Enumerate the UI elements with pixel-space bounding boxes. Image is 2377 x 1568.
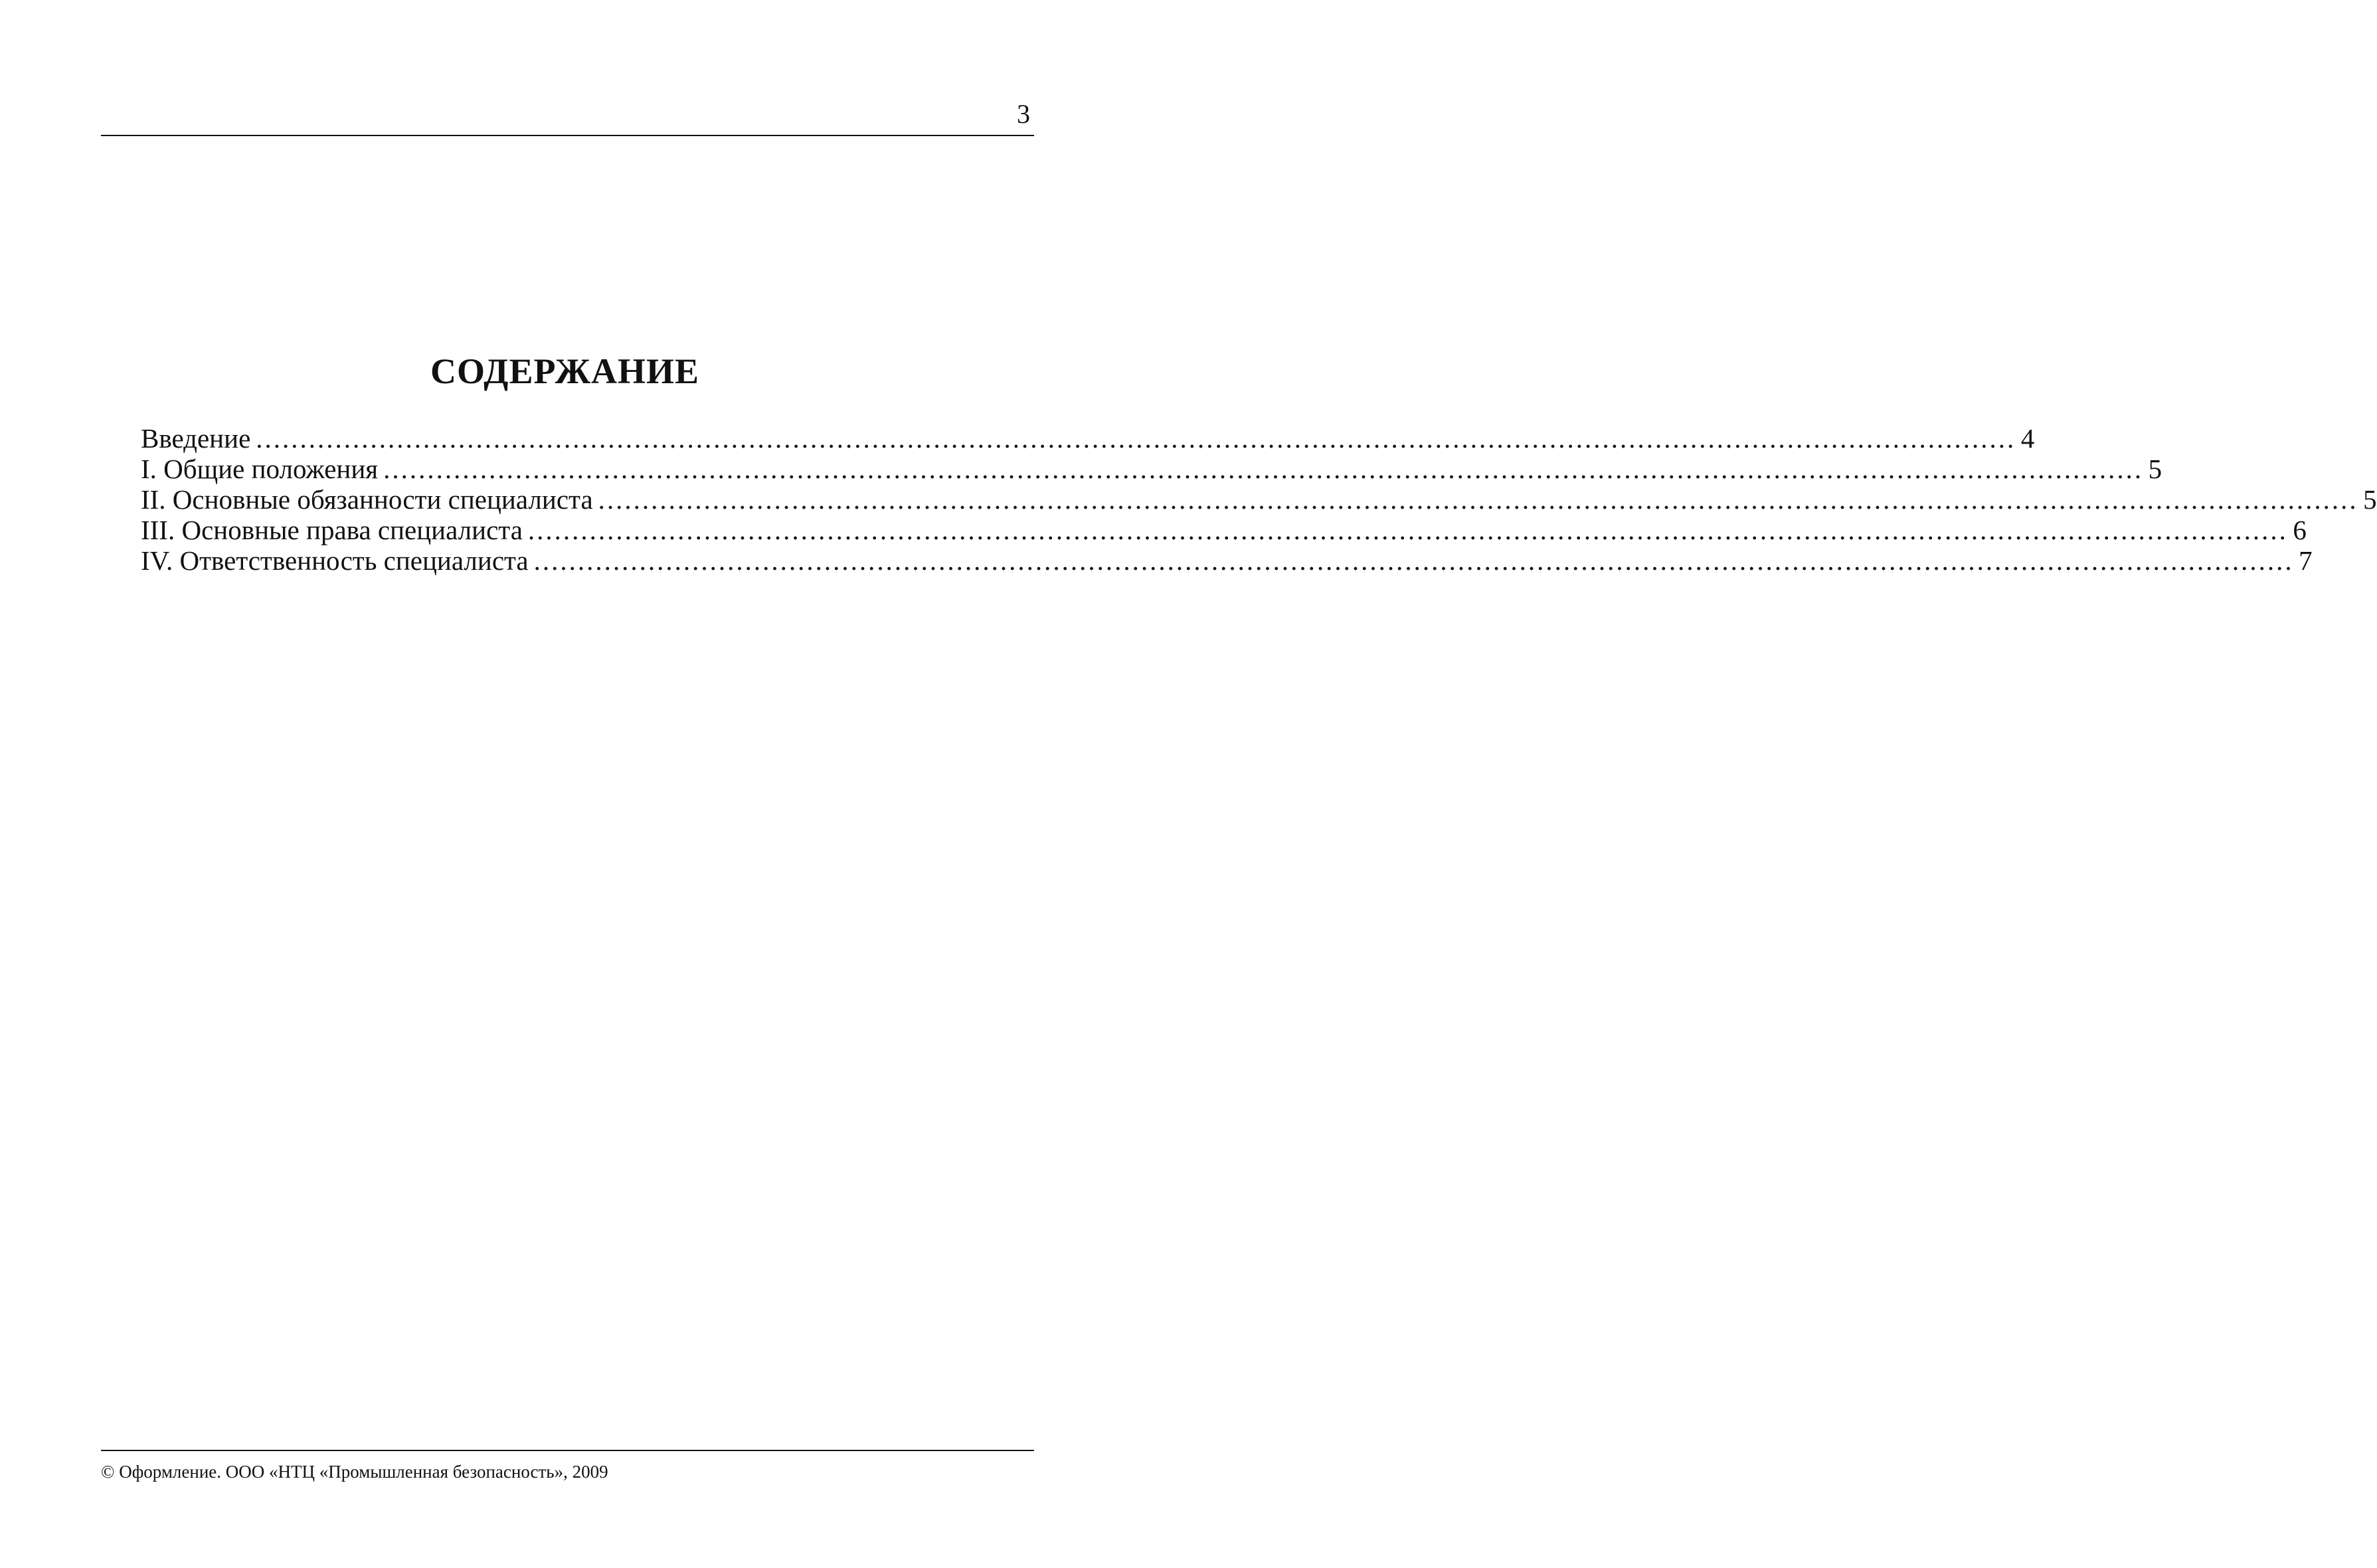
- toc-entry-label: III. Основные права специалиста: [141, 515, 523, 545]
- page-number: 3: [1017, 99, 1030, 129]
- toc-entry-duties[interactable]: [141, 484, 2377, 515]
- toc-entry-general-provisions[interactable]: [141, 454, 2162, 484]
- toc-entry-label: I. Общие положения: [141, 454, 379, 484]
- toc-entry-page: 5: [2148, 454, 2162, 484]
- toc-dot-leader: ........................................................................................................................................................................................................: [533, 545, 2294, 576]
- footer-rule: [101, 1450, 1034, 1451]
- toc-dot-leader: ........................................................................................................................................................................................................: [256, 423, 2016, 454]
- toc-entry-rights[interactable]: [141, 515, 2307, 545]
- toc-entry-page: 5: [2363, 484, 2377, 515]
- header-rule: [101, 135, 1034, 136]
- table-of-contents: [141, 423, 2377, 576]
- copyright-notice: © Оформление. ООО «НТЦ «Промышленная безопасность», 2009: [101, 1462, 608, 1482]
- toc-entry-responsibility[interactable]: [141, 545, 2313, 576]
- toc-entry-page: 6: [2293, 515, 2307, 545]
- toc-dot-leader: ........................................................................................................................................................................................................: [598, 484, 2358, 515]
- toc-dot-leader: ........................................................................................................................................................................................................: [383, 454, 2144, 484]
- toc-title: СОДЕРЖАНИЕ: [430, 351, 699, 391]
- toc-entry-label: II. Основные обязанности специалиста: [141, 484, 593, 515]
- toc-entry-introduction[interactable]: [141, 423, 2035, 454]
- toc-entry-label: Введение: [141, 423, 251, 454]
- toc-entry-page: 7: [2299, 545, 2313, 576]
- toc-entry-page: 4: [2020, 423, 2035, 454]
- toc-entry-label: IV. Ответственность специалиста: [141, 545, 529, 576]
- toc-dot-leader: ........................................................................................................................................................................................................: [527, 515, 2288, 545]
